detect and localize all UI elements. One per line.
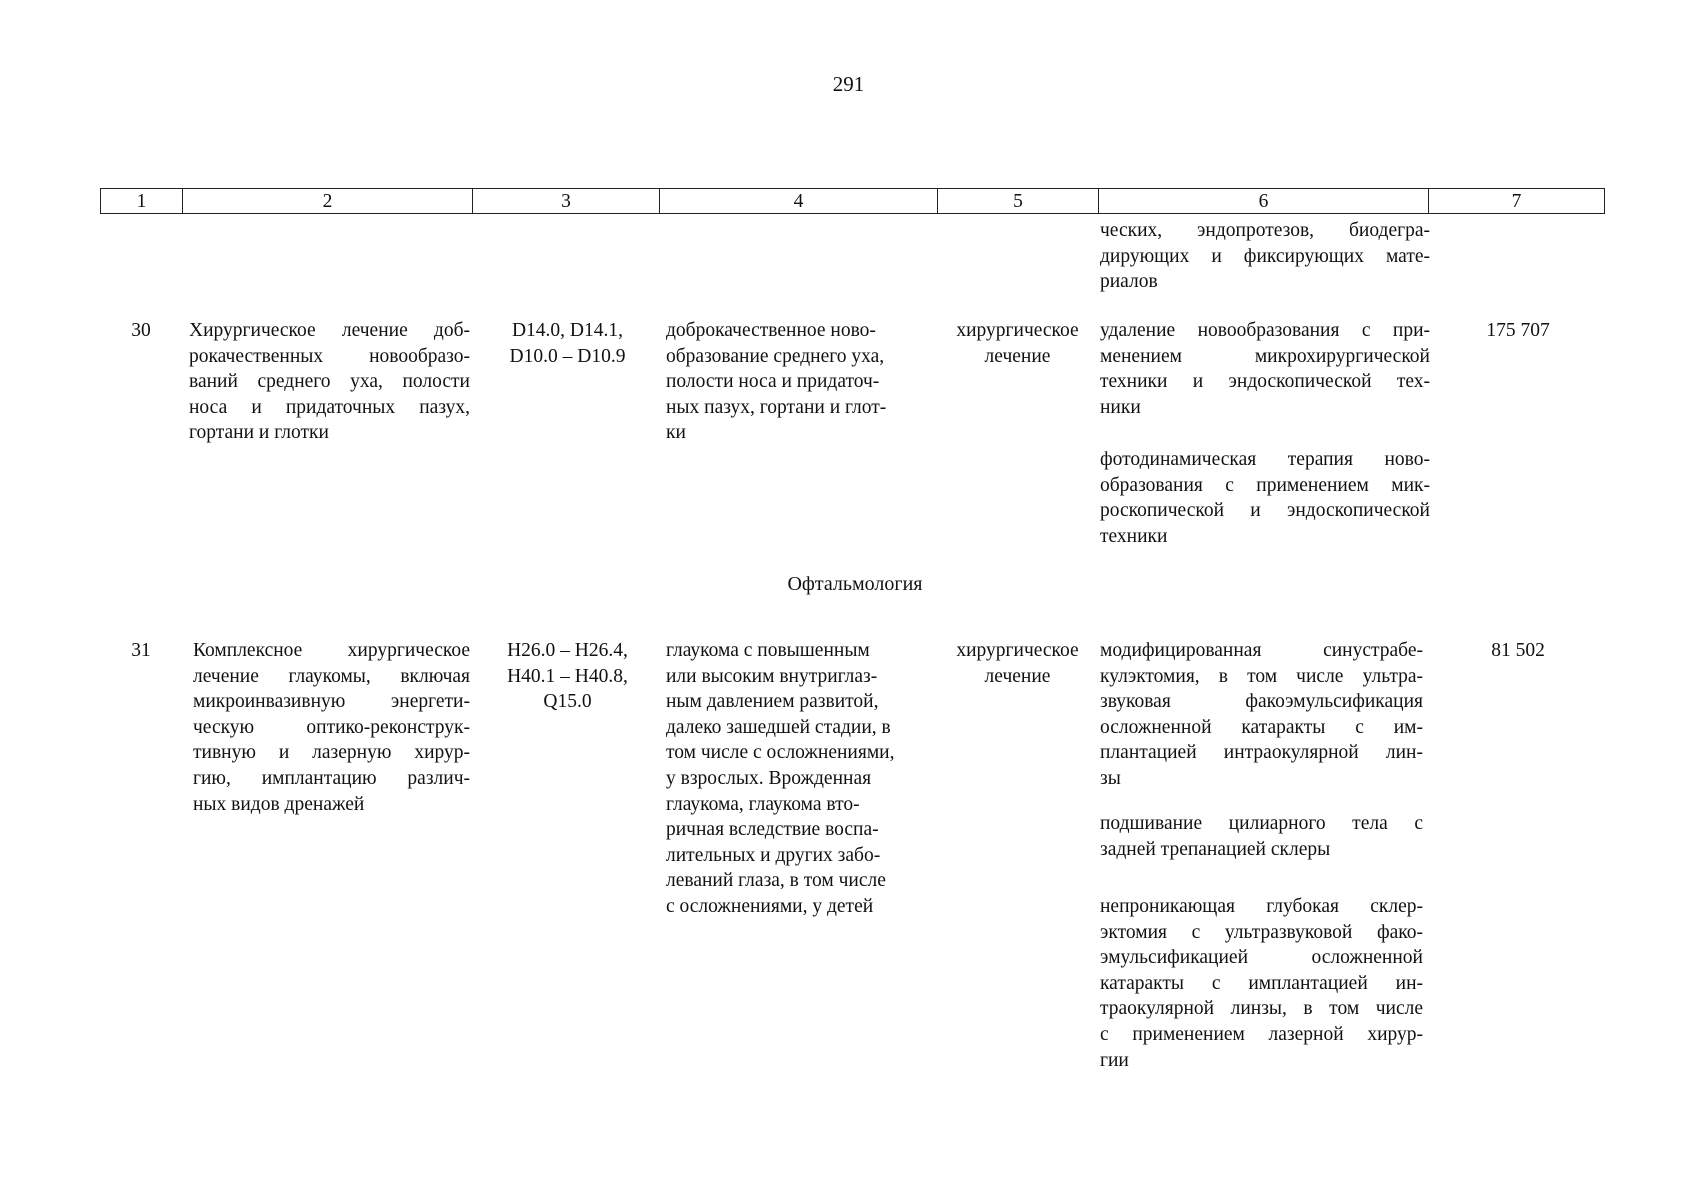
column-number-7: 7	[1429, 189, 1605, 214]
column-number-4: 4	[660, 189, 938, 214]
row-30-method-1: удаление новообразования с при- менением микрохирургической техники и эндоскопической тех- ники	[1100, 320, 1430, 418]
row-30-icd-codes: D14.0, D14.1, D10.0 – D10.9	[509, 320, 626, 367]
column-number-6: 6	[1099, 189, 1429, 214]
row-30-method-2: фотодинамическая терапия ново- образования с применением мик- роскопической и эндоскопической техники	[1100, 449, 1430, 547]
row-30-treatment-type: хирургическое лечение	[956, 320, 1079, 367]
column-number-5: 5	[938, 189, 1099, 214]
column-number-2: 2	[183, 189, 473, 214]
row-31-treatment-type: хирургическое лечение	[956, 640, 1079, 687]
page-number: 291	[832, 72, 865, 96]
row-31-cost: 81 502	[1491, 640, 1545, 661]
row-30-procedure-name: Хирургическое лечение доб- рокачественных новообразо- ваний среднего уха, полости носа и придаточных пазух, гортани и глотки	[189, 320, 470, 444]
row-31-method-1: модифицированная синустрабе- кулэктомия, в том числе ультра- звуковая факоэмульсификация осложненной катаракты с им- плантацией интраокулярной лин- зы	[1100, 640, 1423, 789]
column-header-row	[100, 188, 1605, 214]
row-31-method-2: подшивание цилиарного тела с задней трепанацией склеры	[1100, 813, 1423, 860]
column-number-1: 1	[101, 189, 183, 214]
row-30-cost: 175 707	[1486, 320, 1550, 341]
row-31-number: 31	[131, 640, 151, 661]
row-30-diagnosis: доброкачественное ново- образование среднего уха, полости носа и придаточ- ных пазух, гортани и глот- ки	[666, 320, 887, 444]
row-31-diagnosis: глаукома с повышенным или высоким внутриглаз- ным давлением развитой, далеко зашедшей стадии, в том числе с осложнениями, у взрослых. Врожденная глаукома, глаукома вто- ричная вследствие воспа- лительных и других забо- леваний глаза, в том числе с осложнениями, у детей	[666, 640, 895, 917]
row-31-method-3: непроникающая глубокая склер- эктомия с ультразвуковой фако- эмульсификацией осложненной катаракты с имплантацией ин- траокулярной линзы, в том числе с применением лазерной хирур- гии	[1100, 896, 1423, 1071]
row-31-procedure-name: Комплексное хирургическое лечение глаукомы, включая микроинвазивную энергети- ческую оптико-реконструк- тивную и лазерную хирур- гию, имплантацию различ- ных видов дренажей	[193, 640, 470, 815]
column-number-3: 3	[473, 189, 660, 214]
row-31-icd-codes: H26.0 – H26.4, H40.1 – H40.8, Q15.0	[507, 640, 628, 713]
continued-method-text: ческих, эндопротезов, биодегра- дирующих и фиксирующих мате- риалов	[1100, 220, 1430, 293]
row-30-number: 30	[131, 320, 151, 341]
section-title: Офтальмология	[787, 573, 923, 595]
